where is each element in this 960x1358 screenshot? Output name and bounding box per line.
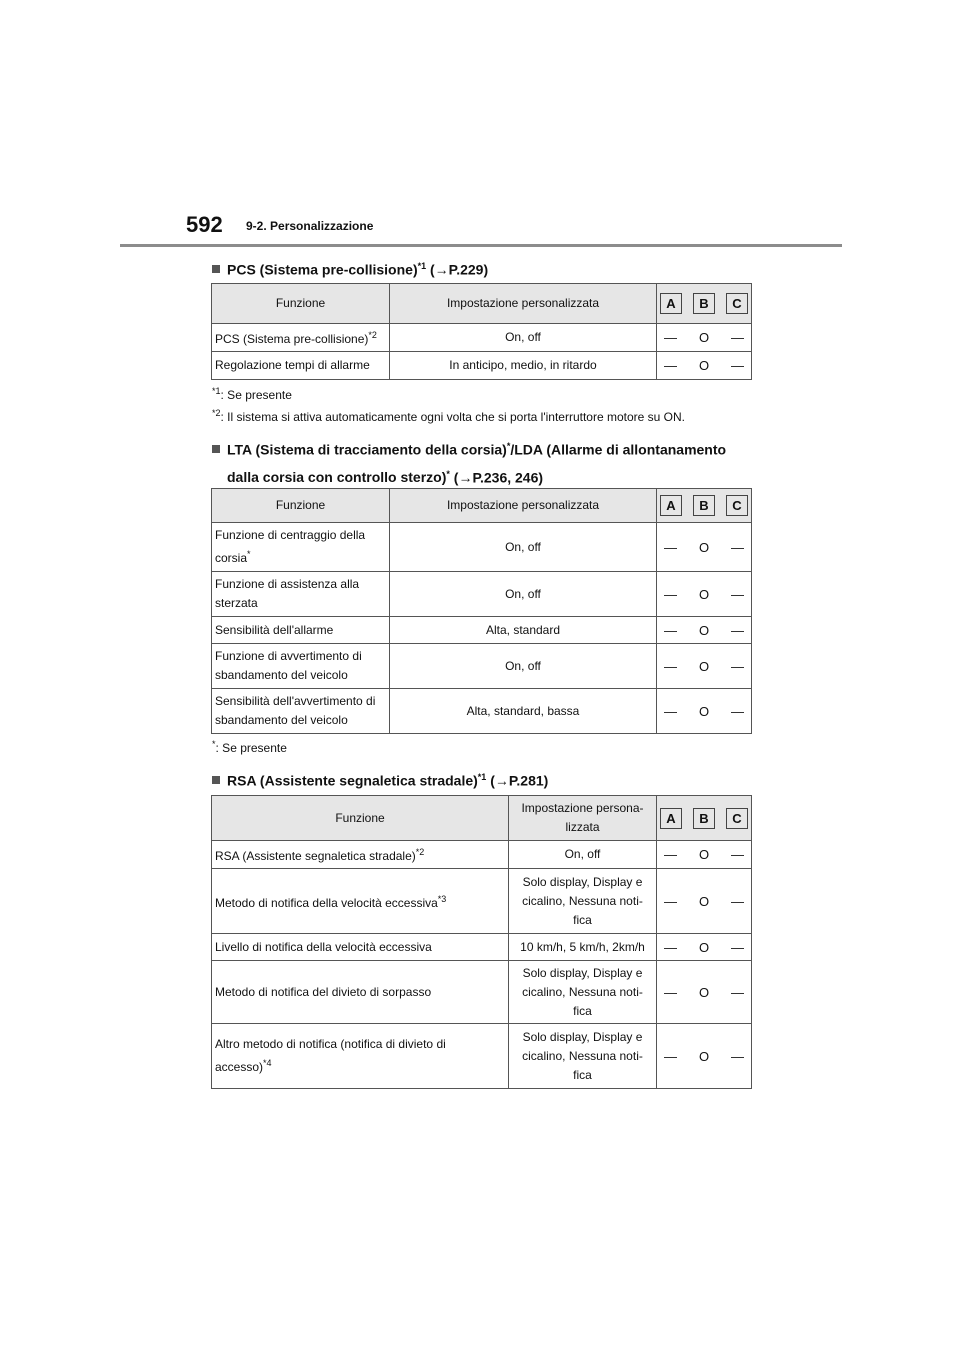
- row-value: 10 km/h, 5 km/h, 2km/h: [509, 934, 657, 961]
- row-value: Solo display, Display e cicalino, Nessuna noti- fica: [509, 869, 657, 934]
- table-row: [212, 934, 752, 961]
- rsa-table: [211, 795, 752, 1089]
- row-name: Metodo di notifica della velocità eccessiva$^{*3}$: [212, 869, 509, 934]
- row-abc: — O —: [657, 352, 752, 380]
- row-name: RSA (Assistente segnaletica stradale)$^{*2}$: [212, 841, 509, 869]
- lta-table: [211, 488, 752, 734]
- col-impostazione: Impostazione personalizzata: [390, 284, 657, 324]
- letter-b-icon: B: [693, 808, 715, 829]
- row-abc: — O —: [657, 523, 752, 572]
- table-header-row: [212, 489, 752, 523]
- row-name: Funzione di avvertimento di sbandamento del veicolo: [212, 644, 390, 689]
- row-name: PCS (Sistema pre-collisione)$^{*2}$: [212, 324, 390, 352]
- row-abc: — O —: [657, 841, 752, 869]
- letter-c-icon: C: [726, 293, 748, 314]
- letter-a-icon: A: [660, 293, 682, 314]
- bullet-square-icon: [212, 265, 220, 273]
- row-abc: — O —: [657, 961, 752, 1024]
- page-number: 592: [186, 212, 223, 237]
- letter-c-icon: C: [726, 495, 748, 516]
- row-value: On, off: [390, 324, 657, 352]
- row-name: Sensibilità dell'avvertimento di sbandamento del veicolo: [212, 689, 390, 734]
- table-row: [212, 352, 752, 380]
- letter-a-icon: A: [660, 495, 682, 516]
- pcs-heading-ref: (→P.229): [426, 261, 489, 278]
- lta-heading: LTA (Sistema di tracciamento della corsia)*/LDA (Allarme di allontanamento dalla corsia con controllo sterzo)* (→P.236, 246): [212, 434, 726, 489]
- row-value: On, off: [390, 644, 657, 689]
- row-value: Solo display, Display e cicalino, Nessuna noti- fica: [509, 1024, 657, 1089]
- table-row: [212, 644, 752, 689]
- row-abc: — O —: [657, 644, 752, 689]
- letter-b-icon: B: [693, 495, 715, 516]
- row-name: Livello di notifica della velocità eccessiva: [212, 934, 509, 961]
- table-row: [212, 869, 752, 934]
- bullet-square-icon: [212, 776, 220, 784]
- table-row: [212, 324, 752, 352]
- table-header-row: [212, 796, 752, 841]
- row-name: Regolazione tempi di allarme: [212, 352, 390, 380]
- row-abc: — O —: [657, 934, 752, 961]
- header-divider: [120, 244, 842, 247]
- pcs-note-1: $^{*1}$: Se presente: [212, 386, 292, 402]
- row-abc: — O —: [657, 689, 752, 734]
- row-value: On, off: [390, 523, 657, 572]
- table-row: [212, 1024, 752, 1089]
- col-abc: [657, 284, 752, 324]
- col-funzione: Funzione: [212, 796, 509, 841]
- table-header-row: [212, 284, 752, 324]
- row-name: Metodo di notifica del divieto di sorpasso: [212, 961, 509, 1024]
- pcs-heading-text: PCS (Sistema pre-collisione): [227, 261, 418, 278]
- letter-a-icon: A: [660, 808, 682, 829]
- row-value: On, off: [509, 841, 657, 869]
- row-value: On, off: [390, 572, 657, 617]
- row-name: Sensibilità dell'allarme: [212, 617, 390, 644]
- letter-b-icon: B: [693, 293, 715, 314]
- table-row: [212, 841, 752, 869]
- row-value: Solo display, Display e cicalino, Nessuna noti- fica: [509, 961, 657, 1024]
- table-row: [212, 689, 752, 734]
- section-title: 9-2. Personalizzazione: [246, 219, 374, 233]
- row-value: Alta, standard, bassa: [390, 689, 657, 734]
- col-abc: [657, 489, 752, 523]
- pcs-heading-sup: *1: [417, 261, 427, 271]
- col-impostazione: Impostazione personalizzata: [390, 489, 657, 523]
- row-abc: — O —: [657, 572, 752, 617]
- pcs-note-2: $^{*2}$: Il sistema si attiva automaticamente ogni volta che si porta l'interruttore motore su ON.: [212, 408, 686, 424]
- col-abc: [657, 796, 752, 841]
- row-value: Alta, standard: [390, 617, 657, 644]
- lta-note: *: Se presente: [212, 739, 287, 755]
- pcs-heading: [212, 254, 488, 282]
- bullet-square-icon: [212, 445, 220, 453]
- table-row: [212, 617, 752, 644]
- letter-c-icon: C: [726, 808, 748, 829]
- row-value: In anticipo, medio, in ritardo: [390, 352, 657, 380]
- table-row: [212, 572, 752, 617]
- col-funzione: Funzione: [212, 284, 390, 324]
- row-name: Funzione di centraggio della corsia*: [212, 523, 390, 572]
- row-name: Altro metodo di notifica (notifica di divieto di accesso)$^{*4}$: [212, 1024, 509, 1089]
- row-abc: — O —: [657, 617, 752, 644]
- rsa-heading: RSA (Assistente segnaletica stradale)$^{*1}$ (→P.281): [212, 765, 548, 793]
- row-name: Funzione di assistenza alla sterzata: [212, 572, 390, 617]
- table-row: [212, 523, 752, 572]
- pcs-table: [211, 283, 752, 380]
- table-row: [212, 961, 752, 1024]
- row-abc: — O —: [657, 324, 752, 352]
- row-abc: — O —: [657, 869, 752, 934]
- col-impostazione: Impostazione persona- lizzata: [509, 796, 657, 841]
- row-abc: — O —: [657, 1024, 752, 1089]
- col-funzione: Funzione: [212, 489, 390, 523]
